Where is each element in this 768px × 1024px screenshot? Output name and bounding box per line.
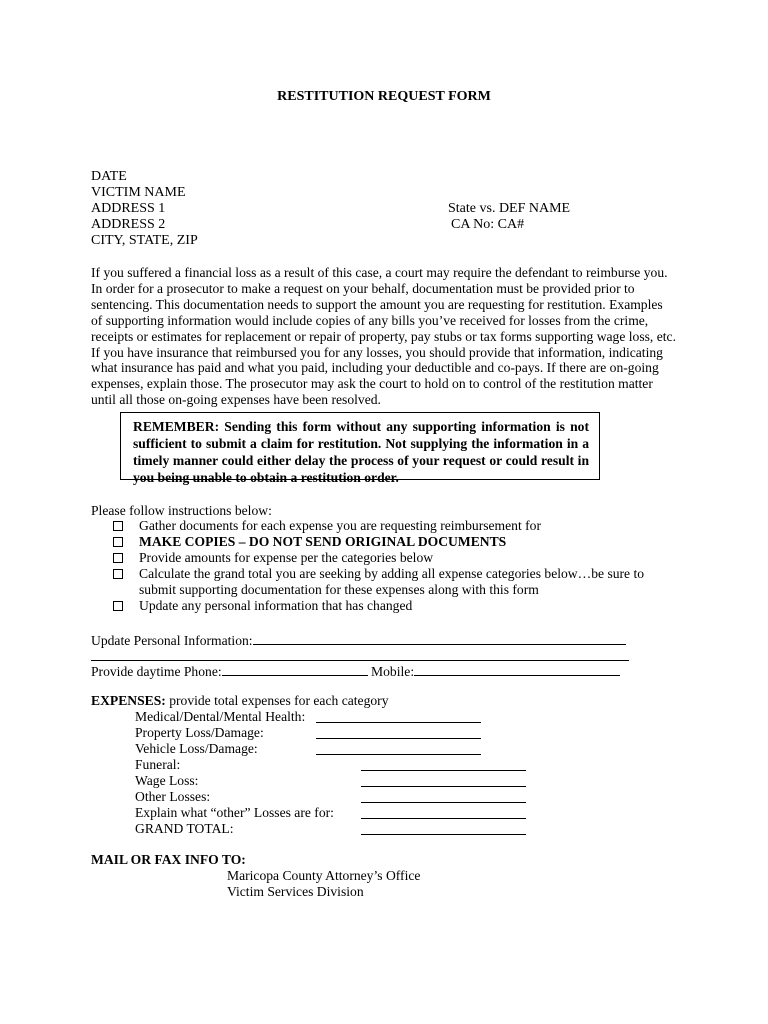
expense-field-vehicle[interactable] [316, 754, 481, 755]
date-field: DATE [91, 169, 127, 184]
instruction-item [113, 550, 673, 566]
mail-division-name: Victim Services Division [227, 884, 364, 899]
expense-label-medical: Medical/Dental/Mental Health: [135, 709, 306, 724]
instruction-item [113, 598, 673, 614]
expense-label-vehicle: Vehicle Loss/Damage: [135, 741, 258, 756]
daytime-phone-label: Provide daytime Phone: [91, 664, 222, 679]
remember-callout-box: REMEMBER: Sending this form without any supporting information is not sufficient to submit a claim for restitution. Not supplying the information in a timely manner could either delay the process of your request or could result in you being unable to obtain a restitution order. [120, 412, 600, 480]
instruction-text: Calculate the grand total you are seeking by adding all expense categories below…be sure to submit supporting documentation for these expenses along with this form [139, 566, 645, 597]
case-caption: State vs. DEF NAME [448, 201, 571, 216]
instruction-item [113, 518, 673, 534]
instruction-text: Update any personal information that has changed [139, 598, 413, 613]
update-personal-info-field-2[interactable] [91, 647, 629, 661]
update-personal-info-field[interactable] [253, 631, 626, 645]
checkbox-icon [113, 569, 123, 579]
expense-label-property: Property Loss/Damage: [135, 725, 264, 740]
checkbox-icon [113, 521, 123, 531]
expense-label-wage: Wage Loss: [135, 773, 199, 788]
intro-text: If you suffered a financial loss as a result of this case, a court may require the defendant to reimburse you. In order for a prosecutor to make a request on your behalf, documentation must be provided prior to sentencing. This documentation needs to support the amount you are requesting for restitution. Examples of supporting information would include copies of any bills you’ve received for losses from the crime, receipts or estimates for replacement or repair of property, pay stubs or tax forms supporting wage loss, etc. If you have insurance that reimbursed you for any losses, you should provide that information, indicating what insurance has paid and what you paid, including your deductible and co-pays. If there are on-going expenses, explain those. The prosecutor may ask the court to hold on to control of the restitution matter until all those on-going expenses have been resolved. [91, 265, 676, 408]
expenses-heading [91, 693, 389, 709]
instruction-text: Provide amounts for expense per the categories below [139, 550, 434, 565]
expense-field-grand-total[interactable] [361, 834, 526, 835]
expense-field-medical[interactable] [316, 722, 481, 723]
checkbox-icon [113, 537, 123, 547]
address-2-field: ADDRESS 2 [91, 217, 166, 232]
mobile-field[interactable] [414, 662, 620, 676]
instructions-checklist [113, 518, 673, 614]
intro-paragraph [91, 265, 677, 408]
phone-row [91, 662, 620, 680]
expense-field-property[interactable] [316, 738, 481, 739]
daytime-phone-field[interactable] [222, 662, 368, 676]
mail-fax-heading: MAIL OR FAX INFO TO: [91, 852, 246, 867]
checkbox-icon [113, 601, 123, 611]
expenses-description: provide total expenses for each category [165, 693, 389, 708]
instruction-item [113, 534, 673, 550]
instructions-title: Please follow instructions below: [91, 503, 272, 518]
instruction-text: Gather documents for each expense you are requesting reimbursement for [139, 518, 541, 533]
expense-label-funeral: Funeral: [135, 757, 181, 772]
expense-field-other-explain[interactable] [361, 818, 526, 819]
city-state-zip-field: CITY, STATE, ZIP [91, 233, 198, 248]
address-1-field: ADDRESS 1 [91, 201, 166, 216]
checkbox-icon [113, 553, 123, 563]
expense-label-other-explain: Explain what “other” Losses are for: [135, 805, 334, 820]
form-title: RESTITUTION REQUEST FORM [277, 89, 491, 104]
update-personal-info-label: Update Personal Information: [91, 633, 253, 648]
expense-label-grand-total: GRAND TOTAL: [135, 821, 234, 836]
expense-label-other: Other Losses: [135, 789, 211, 804]
expenses-label: EXPENSES: [91, 693, 166, 708]
instruction-text: MAKE COPIES – DO NOT SEND ORIGINAL DOCUMENTS [139, 534, 507, 549]
expense-field-other[interactable] [361, 802, 526, 803]
instruction-item [113, 566, 673, 598]
case-number: CA No: CA# [451, 217, 525, 232]
expense-field-wage[interactable] [361, 786, 526, 787]
expense-field-funeral[interactable] [361, 770, 526, 771]
mobile-label: Mobile: [371, 664, 415, 679]
victim-name-field: VICTIM NAME [91, 185, 186, 200]
mail-office-name: Maricopa County Attorney’s Office [227, 868, 421, 883]
